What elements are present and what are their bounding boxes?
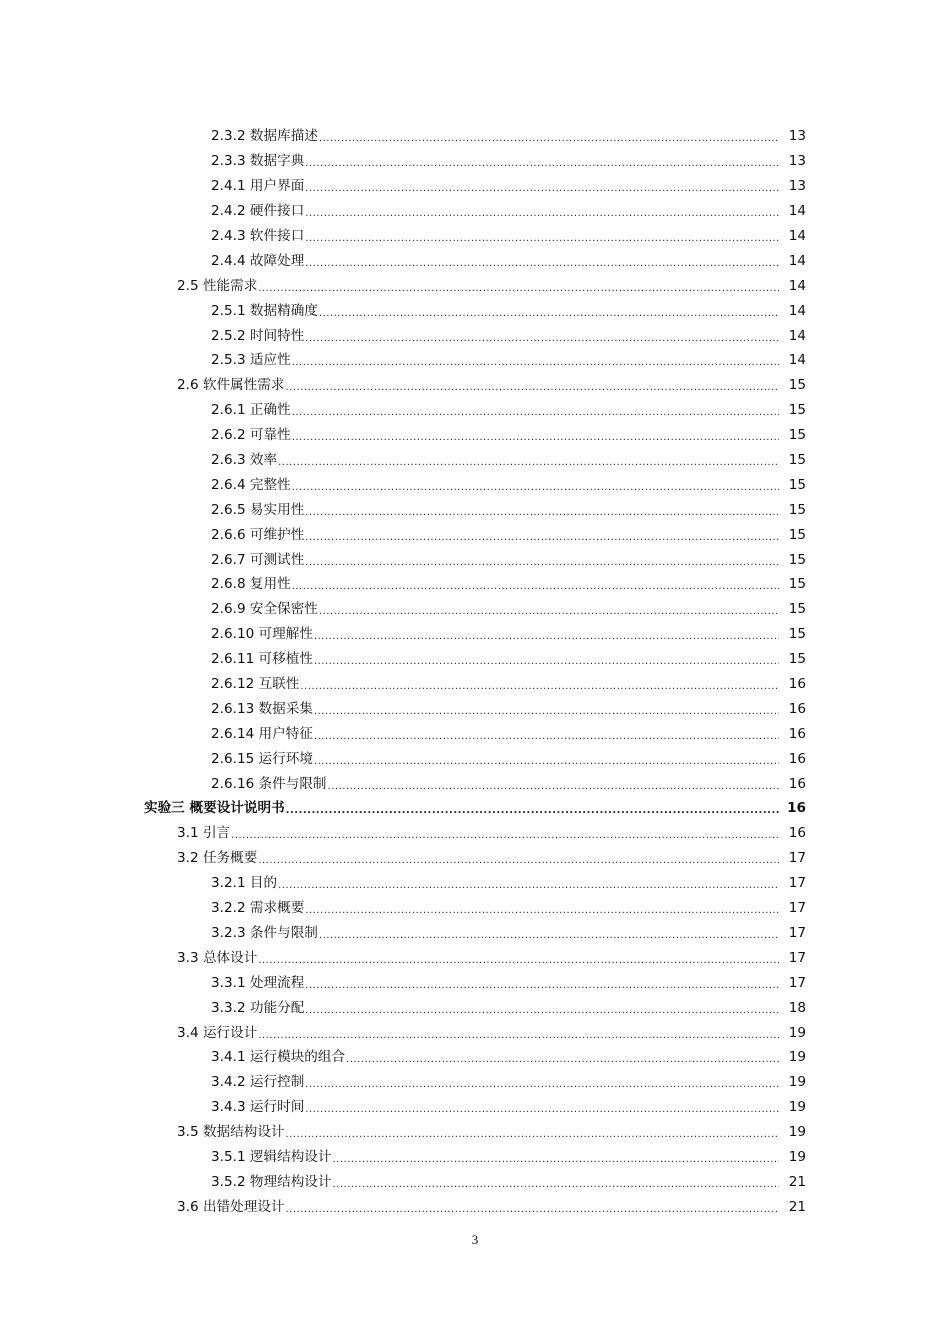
toc-entry-page-number: 16 [788, 775, 806, 792]
toc-entry-title: 2.5.1 数据精确度 [211, 302, 318, 319]
toc-entry-page-number: 15 [788, 452, 806, 469]
toc-entry[interactable] [0, 248, 950, 273]
toc-entry[interactable] [0, 1194, 950, 1219]
dot-leader [305, 1002, 779, 1020]
toc-entry-page-number: 14 [788, 203, 806, 220]
dot-leader [346, 1051, 779, 1069]
toc-entry-title: 3.3.2 功能分配 [211, 999, 305, 1016]
toc-entry-title: 2.6.8 复用性 [211, 576, 291, 593]
toc-entry-title: 2.4.4 故障处理 [211, 252, 305, 269]
toc-entry-page-number: 15 [788, 576, 806, 593]
toc-entry[interactable] [0, 298, 950, 323]
dot-leader [258, 852, 779, 870]
toc-entry-page-number: 17 [788, 900, 806, 917]
toc-entry[interactable] [0, 1145, 950, 1170]
toc-entry-title: 3.4.3 运行时间 [211, 1099, 305, 1116]
toc-entry[interactable] [0, 1095, 950, 1120]
toc-entry[interactable] [0, 273, 950, 298]
dot-leader [305, 255, 779, 273]
toc-entry-page-number: 19 [788, 1074, 806, 1091]
toc-entry-title: 2.4.2 硬件接口 [211, 203, 305, 220]
dot-leader [305, 230, 779, 248]
toc-entry-title: 3.1 引言 [177, 825, 231, 842]
toc-entry-title: 3.5.1 逻辑结构设计 [211, 1148, 332, 1165]
toc-entry[interactable] [0, 871, 950, 896]
toc-entry-title: 2.4.3 软件接口 [211, 228, 305, 244]
toc-entry-title: 3.6 出错处理设计 [177, 1198, 285, 1215]
toc-entry-title: 2.6.12 互联性 [211, 676, 300, 693]
toc-entry-title: 2.6.14 用户特征 [211, 725, 313, 742]
toc-entry-page-number: 15 [788, 626, 806, 643]
toc-entry-page-number: 15 [788, 377, 806, 394]
table-of-contents [0, 124, 950, 1219]
dot-leader [314, 628, 779, 646]
toc-entry-page-number: 13 [788, 178, 806, 195]
toc-entry[interactable] [0, 423, 950, 448]
dot-leader [305, 180, 779, 198]
dot-leader [314, 753, 779, 771]
toc-entry[interactable] [0, 398, 950, 423]
toc-entry-page-number: 15 [788, 651, 806, 668]
toc-entry-title: 2.6.16 条件与限制 [211, 775, 327, 792]
dot-leader [258, 952, 779, 970]
toc-entry-page-number: 16 [788, 676, 806, 693]
toc-entry[interactable] [0, 1045, 950, 1070]
toc-entry-page-number: 19 [788, 1099, 806, 1116]
dot-leader [305, 902, 779, 920]
toc-entry-title: 2.6.3 效率 [211, 452, 278, 469]
dot-leader [231, 827, 779, 845]
toc-entry[interactable] [0, 149, 950, 174]
toc-entry-title: 2.6.6 可维护性 [211, 526, 305, 543]
toc-entry-page-number: 21 [788, 1173, 806, 1190]
dot-leader [328, 778, 779, 796]
toc-entry-page-number: 13 [788, 153, 806, 170]
toc-entry[interactable] [0, 323, 950, 348]
toc-entry[interactable] [0, 821, 950, 846]
toc-entry[interactable] [0, 373, 950, 398]
toc-entry[interactable] [0, 846, 950, 871]
toc-entry-title: 3.4.2 运行控制 [211, 1074, 305, 1091]
toc-entry-page-number: 15 [788, 551, 806, 568]
toc-entry[interactable] [0, 1070, 950, 1095]
toc-entry-page-number: 16 [788, 825, 806, 842]
dot-leader [292, 404, 779, 422]
dot-leader [319, 927, 779, 945]
dot-leader [292, 354, 779, 372]
toc-entry-title: 2.5 性能需求 [177, 277, 258, 294]
toc-entry[interactable] [0, 796, 950, 821]
toc-entry-page-number: 17 [788, 924, 806, 941]
page-number-footer: 3 [471, 1232, 479, 1247]
toc-entry-title: 2.6.5 易实用性 [211, 501, 305, 518]
dot-leader [300, 678, 779, 696]
toc-entry[interactable] [0, 472, 950, 497]
toc-entry-page-number: 16 [788, 725, 806, 742]
dot-leader [305, 155, 779, 173]
dot-leader [292, 429, 779, 447]
toc-entry[interactable] [0, 721, 950, 746]
toc-entry[interactable] [0, 771, 950, 796]
toc-entry[interactable] [0, 522, 950, 547]
dot-leader [286, 1201, 779, 1219]
toc-entry[interactable] [0, 1120, 950, 1145]
toc-entry-page-number: 13 [788, 128, 806, 145]
toc-entry-page-number: 19 [788, 1148, 806, 1165]
toc-entry-page-number: 18 [788, 999, 806, 1016]
dot-leader [305, 554, 779, 572]
dot-leader [278, 454, 779, 472]
toc-entry[interactable] [0, 124, 950, 149]
toc-entry[interactable] [0, 672, 950, 697]
dot-leader [292, 479, 779, 497]
toc-entry-page-number: 15 [788, 526, 806, 543]
dot-leader [305, 1101, 779, 1119]
dot-leader [319, 130, 779, 148]
toc-entry-page-number: 14 [788, 228, 806, 244]
toc-entry[interactable] [0, 746, 950, 771]
toc-entry-page-number: 15 [788, 601, 806, 618]
toc-entry-page-number: 14 [788, 352, 806, 369]
toc-entry-title: 3.5.2 物理结构设计 [211, 1173, 332, 1190]
toc-entry-page-number: 17 [788, 949, 806, 966]
dot-leader [305, 977, 779, 995]
toc-entry-page-number: 21 [788, 1198, 806, 1215]
toc-entry-title: 2.4.1 用户界面 [211, 178, 305, 195]
dot-leader [286, 802, 779, 820]
toc-entry-page-number: 16 [788, 750, 806, 767]
toc-entry-page-number: 19 [788, 1124, 806, 1141]
toc-entry-page-number: 17 [788, 974, 806, 991]
toc-entry-page-number: 14 [788, 252, 806, 269]
toc-entry-title: 2.3.3 数据字典 [211, 153, 305, 170]
toc-entry-title: 3.5 数据结构设计 [177, 1124, 285, 1141]
toc-entry[interactable] [0, 945, 950, 970]
toc-entry[interactable] [0, 921, 950, 946]
dot-leader [278, 877, 779, 895]
dot-leader [286, 379, 779, 397]
toc-entry-title: 3.2.1 目的 [211, 875, 278, 892]
toc-entry-title: 2.6.10 可理解性 [211, 626, 313, 643]
dot-leader [319, 603, 779, 621]
toc-entry-title: 2.6.1 正确性 [211, 402, 291, 419]
toc-entry-page-number: 19 [788, 1024, 806, 1041]
dot-leader [332, 1176, 779, 1194]
toc-entry-page-number: 15 [788, 402, 806, 419]
toc-entry-page-number: 14 [788, 327, 806, 344]
toc-entry-page-number: 14 [788, 302, 806, 319]
toc-entry[interactable] [0, 547, 950, 572]
dot-leader [258, 280, 779, 298]
dot-leader [258, 1027, 779, 1045]
toc-entry[interactable] [0, 174, 950, 199]
toc-entry-title: 2.3.2 数据库描述 [211, 128, 318, 145]
toc-entry-title: 3.2.3 条件与限制 [211, 924, 318, 941]
toc-entry-page-number: 15 [788, 501, 806, 518]
toc-entry-title: 2.5.2 时间特性 [211, 327, 305, 344]
toc-entry-title: 3.3 总体设计 [177, 949, 258, 966]
toc-entry[interactable] [0, 1169, 950, 1194]
toc-entry-title: 3.4.1 运行模块的组合 [211, 1049, 346, 1066]
toc-entry[interactable] [0, 970, 950, 995]
toc-entry-title: 2.5.3 适应性 [211, 352, 291, 369]
toc-entry[interactable] [0, 647, 950, 672]
toc-entry-page-number: 17 [788, 875, 806, 892]
toc-entry-title: 2.6.13 数据采集 [211, 700, 313, 717]
toc-entry[interactable] [0, 448, 950, 473]
toc-entry-title: 2.6 软件属性需求 [177, 377, 285, 394]
toc-entry[interactable] [0, 497, 950, 522]
dot-leader [314, 703, 779, 721]
toc-entry[interactable] [0, 224, 950, 249]
toc-entry-page-number: 19 [788, 1049, 806, 1066]
toc-entry-page-number: 14 [788, 277, 806, 294]
dot-leader [305, 205, 779, 223]
toc-entry-title: 3.2 任务概要 [177, 850, 258, 867]
toc-entry-page-number: 16 [787, 800, 806, 817]
toc-entry-title: 3.3.1 处理流程 [211, 974, 305, 991]
toc-entry-page-number: 15 [788, 427, 806, 444]
toc-entry-title: 2.6.15 运行环境 [211, 750, 313, 767]
toc-entry-page-number: 15 [788, 476, 806, 493]
dot-leader [305, 504, 779, 522]
toc-entry[interactable] [0, 597, 950, 622]
dot-leader [332, 1151, 779, 1169]
toc-entry-page-number: 17 [788, 850, 806, 867]
toc-entry-page-number: 16 [788, 700, 806, 717]
toc-entry-title: 3.2.2 需求概要 [211, 900, 305, 917]
dot-leader [292, 578, 779, 596]
dot-leader [319, 305, 779, 323]
dot-leader [305, 529, 779, 547]
dot-leader [305, 330, 779, 348]
toc-entry-title: 实验三 概要设计说明书 [144, 800, 285, 817]
dot-leader [314, 653, 779, 671]
dot-leader [314, 728, 779, 746]
toc-entry-title: 2.6.2 可靠性 [211, 427, 291, 444]
toc-entry[interactable] [0, 1020, 950, 1045]
toc-entry-title: 2.6.9 安全保密性 [211, 601, 318, 618]
dot-leader [286, 1126, 779, 1144]
toc-entry[interactable] [0, 572, 950, 597]
dot-leader [305, 1076, 779, 1094]
toc-entry-title: 2.6.11 可移植性 [211, 651, 313, 668]
toc-entry[interactable] [0, 348, 950, 373]
toc-entry-title: 2.6.4 完整性 [211, 476, 291, 493]
toc-entry[interactable] [0, 995, 950, 1020]
toc-entry[interactable] [0, 199, 950, 224]
toc-entry[interactable] [0, 696, 950, 721]
toc-entry-title: 3.4 运行设计 [177, 1024, 258, 1041]
toc-entry[interactable] [0, 896, 950, 921]
toc-entry-title: 2.6.7 可测试性 [211, 551, 305, 568]
toc-entry[interactable] [0, 622, 950, 647]
